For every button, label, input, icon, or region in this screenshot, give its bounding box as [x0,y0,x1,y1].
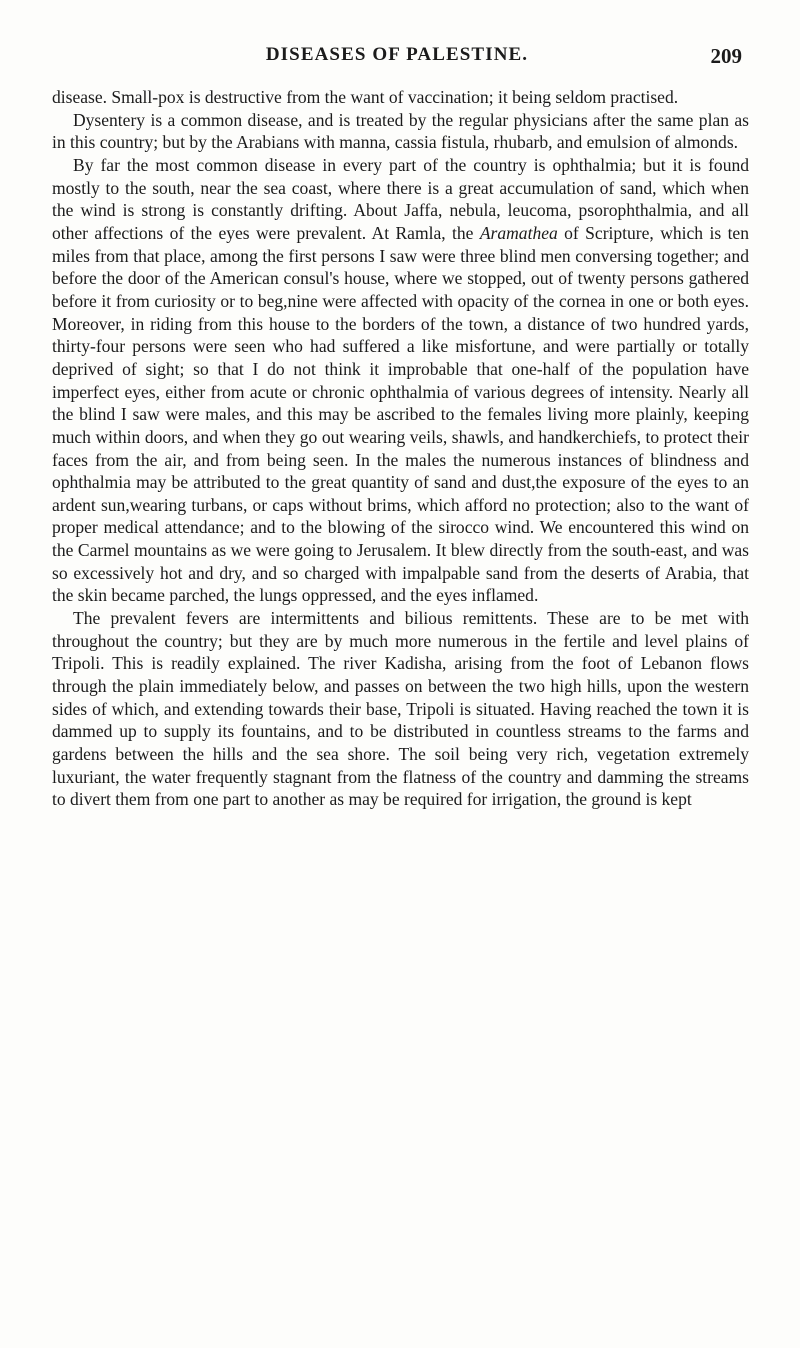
ophthalmia-text-start: By far the most common disease in every part of the country is ophthalmia; but it is found mostly to the south, near the sea coast, where there is a great accumulation of sand, which when the wind is strong is constantly drifting. About Jaffa, nebula, leucoma, psorophthalmia, and all other affections of the eyes were prevalent. At Ramla, the [52,154,749,243]
paragraph-continued: disease. Small-pox is destructive from the want of vaccination; it being seldom practised. [52,87,679,107]
running-head: DISEASES OF PALESTINE. [265,44,529,65]
body-text [52,86,749,811]
paragraph-dysentery: Dysentery is a common disease, and is treated by the regular physicians after the same plan as in this country; but by the Arabians with manna, cassia fistula, rhubarb, and emulsion of almonds. [52,109,749,153]
paragraph-ophthalmia [52,154,749,607]
paragraph-fevers: The prevalent fevers are intermittents and bilious remittents. These are to be met with throughout the country; but they are by much more numerous in the fertile and level plains of Tripoli. This is readily explained. The river Kadisha, arising from the foot of Lebanon flows through the plain immediately below, and passes on between the two high hills, upon the western sides of which, and extending towards their base, Tripoli is situated. Having reached the town it is dammed up to supply its fountains, and to be distributed in countless streams to the farms and gardens between the hills and the sea shore. The soil being very rich, vegetation extremely luxuriant, the water frequently stagnant from the flatness of the country and damming the streams to divert them from one part to another as may be required for irrigation, the ground is kept [52,608,749,810]
emphasized-place-name: Aramathea [479,222,558,243]
page-header [52,44,742,76]
ophthalmia-text-end: of Scripture, which is ten miles from that place, among the first persons I saw were three blind men conversing together; and before the door of the American consul's house, where we stopped, out of twenty persons gathered before it from curiosity or to beg,nine were affected with opacity of the cornea in one or both eyes. Moreover, in riding from this house to the borders of the town, a distance of two hundred yards, thirty-four persons were seen who had suffered a like misfortune, and were partially or totally deprived of sight; so that I do not think it improbable that one-half of the population have imperfect eyes, either from acute or chronic ophthalmia of various degrees of intensity. Nearly all the blind I saw were males, and this may be ascribed to the females living more plainly, keeping much within doors, and when they go out wearing veils, shawls, and handkerchiefs, to protect their faces from the air, and from being seen. In the males the numerous instances of blindness and ophthalmia may be attributed to the great quantity of sand and dust,the exposure of the eyes to an ardent sun,wearing turbans, or caps without brims, which afford no protection; also to the want of proper medical attendance; and to the blowing of the sirocco wind. We encountered this wind on the Carmel mountains as we were going to Jerusalem. It blew directly from the south-east, and was so excessively hot and dry, and so charged with impalpable sand from the deserts of Arabia, that the skin became parched, the lungs oppressed, and the eyes inflamed. [52,222,749,606]
page-number: 209 [710,44,742,68]
